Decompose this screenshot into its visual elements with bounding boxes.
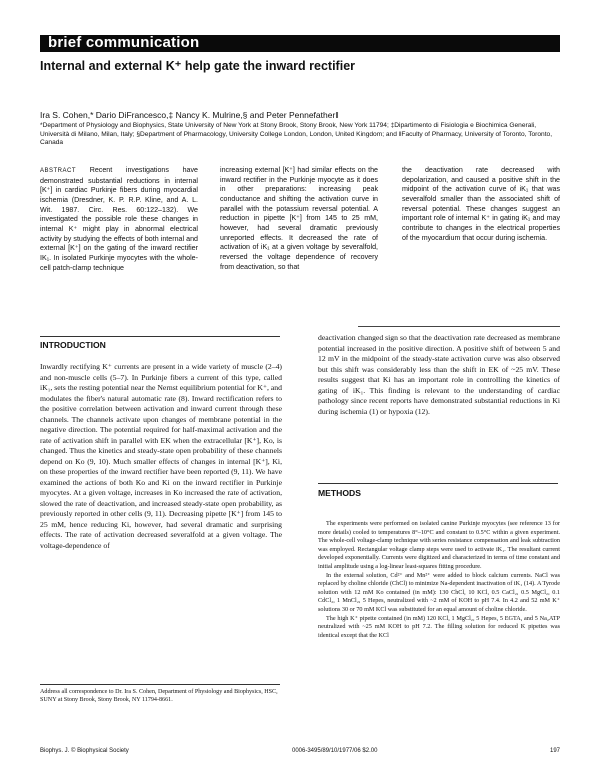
abstract-column-2 — [220, 166, 378, 272]
journal-citation: Biophys. J. © Biophysical Society — [40, 748, 129, 754]
methods-paragraph-1: The experiments were performed on isolated canine Purkinje myocytes (see reference 13 for more details) cooled to temperatures 8°–10°C and constant to 0.5°C within a given experiment. The whole-cell voltage-clamp technique with series resistance compensation and leak subtraction was employed. Rectangular voltage clamp steps were used to activate iK₁. The resultant current developed exponentially. Currents were digitized and characterized in terms of time constant and initial amplitude using a log-linear least-squares fitting procedure. — [318, 520, 560, 570]
article-code: 0006-3495/89/10/1977/06 $2.00 — [292, 748, 378, 754]
methods-rule — [318, 483, 558, 484]
article-title: Internal and external K⁺ help gate the inward rectifier — [40, 59, 356, 73]
abstract-divider — [358, 326, 560, 327]
abstract-text-2: increasing external [K⁺] had similar effects on the inward rectifier in the Purkinje myocyte as it does in other preparations: increasing peak conductance and shifting the activation curve in parallel with the potassium reversal potential. A reduction in pipette [K⁺] from 145 to 25 mM, however, had several dramatic previously unreported effects. It decreased the rate of activation of iK₁ at a given voltage by severalfold, reversed the voltage dependence of recovery from deactivation, so that — [220, 166, 378, 271]
author-list: Ira S. Cohen,* Dario DiFrancesco,‡ Nancy K. Mulrine,§ and Peter Pennefather‖ — [40, 110, 339, 120]
abstract-text-3: the deactivation rate decreased with depolarization, and caused a positive shift in the midpoint of the activation curve of iK₁ that was severalfold smaller than the associated shift of reversal potential. These changes suggest an important role of internal K⁺ in gating iK₁ and may contribute to changes in the electrical properties of the myocardium that occur during ischemia. — [402, 166, 560, 242]
page-number: 197 — [549, 748, 560, 754]
methods-body — [318, 520, 560, 640]
abstract — [40, 166, 560, 312]
section-banner-label: brief communication — [48, 34, 200, 51]
affiliations: *Department of Physiology and Biophysics, State University of New York at Stony Brook, Stony Brook, New York 11794; ‡Dipartimento di Fisiologia e Biochimica Generali, Università di Milano, Milan, Italy; §Department of Pharmacology, University College London, London, United Kingdom; and ‖Faculty of Pharmacy, University of Toronto, Toronto, Canada — [40, 122, 553, 147]
introduction-right-column: deactivation changed sign so that the deactivation rate decreased as membrane potential increased in the positive direction. A positive shift of between 5 and 12 mV in the midpoint of the steady-state activation curve was also observed but this shift was considerably less than the shift in EK of ~25 mV. These results suggest that Ki has an important role in controlling the kinetics of gating of iK₁. This finding is relevant to the understanding of cardiac pathology since recent reports have demonstrated substantial reductions in Ki during ischemia (1) or hypoxia (12). — [318, 333, 560, 416]
page-footer — [40, 748, 560, 758]
abstract-column-1 — [40, 166, 198, 273]
methods-paragraph-3: The high K⁺ pipette contained (in mM) 120 KCl, 1 MgCl₂, 5 Hepes, 5 EGTA, and 5 Na₂ATP neutralized with ~25 mM KOH to pH 7.2. The filling solution for reduced K pipettes was identical except that the KCl — [318, 614, 560, 639]
methods-paragraph-2: In the external solution, Cd²⁺ and Mn²⁺ were added to block calcium currents. NaCl was replaced by choline chloride (ChCl) to minimize Na-dependent inactivation of iK₁ (14). A Tyrode solution with 12 mM Ko contained (in mM): 130 ChCl, 10 KCl, 0.5 CaCl₂, 0.5 MgCl₂, 0.1 CdCl₂, 1 MnCl₂, 5 Hepes, neutralized with ~2 mM of KOH to pH 7.4. In 4.2 and 52 mM K⁺ solutions 30 or 70 mM KCl was substituted for an equal amount of choline chloride. — [318, 571, 560, 613]
introduction-heading: INTRODUCTION — [40, 340, 106, 350]
section-banner — [40, 35, 560, 52]
introduction-left-column: Inwardly rectifying K⁺ currents are present in a wide variety of muscle (2–4) and non-muscle cells (5–7). In Purkinje fibers a current of this type, called iK₁, sets the resting potential near the Nernst equilibrium potential for K⁺, and modulates the fiber's natural automatic rate (8). Inward rectification refers to the positive correlation between activation and inward current through these channels. The channels activate upon changes of membrane potential in the negative direction. The potential required for half-maximal activation and the rate of activation shift in parallel with EK when the extracellular [K⁺], Ko, is changed. Thus the kinetics and steady-state open probability of these channels depend on Ko (9, 10). Much smaller effects of changes in internal [K⁺], Ki, on these properties of the inward rectifier have been reported (9, 11). We have examined the actions of both Ko and Ki on the inward rectifier in Purkinje myocytes. At a given voltage, increases in Ko increased the rate of activation, slowed the rate of deactivation, and increased steady-state open probability, as previously reported in other cells (9, 11). Decreasing pipette [K⁺] from 145 to 25 mM, hence reducing Ki, however, had several dramatic and surprising effects. The rate of activation decreased severalfold at a given voltage. The voltage-dependence of — [40, 362, 282, 550]
introduction-rule — [40, 336, 280, 337]
abstract-text-1: Recent investigations have demonstrated substantial reductions in internal [K⁺] in cardiac Purkinje fibers during myocardial ischemia (Dresdner, K. P. R.P. Kline, and A. L. Wit. 1987. Circ. Res. 60:122–132). We investigated the possible role these changes in internal K⁺ might play in abnormal electrical activity by studying the effects of both internal and external [K⁺] on the gating of the inward rectifier IK₁. In isolated Purkinje myocytes with the whole-cell patch-clamp technique — [40, 166, 198, 272]
abstract-column-3 — [402, 166, 560, 243]
correspondence-footnote: Address all correspondence to Dr. Ira S. Cohen, Department of Physiology and Biophysics, HSC, SUNY at Stony Brook, Stony Brook, NY 11794-8661. — [40, 684, 280, 705]
abstract-label: ABSTRACT — [40, 168, 77, 174]
methods-heading: METHODS — [318, 488, 361, 498]
